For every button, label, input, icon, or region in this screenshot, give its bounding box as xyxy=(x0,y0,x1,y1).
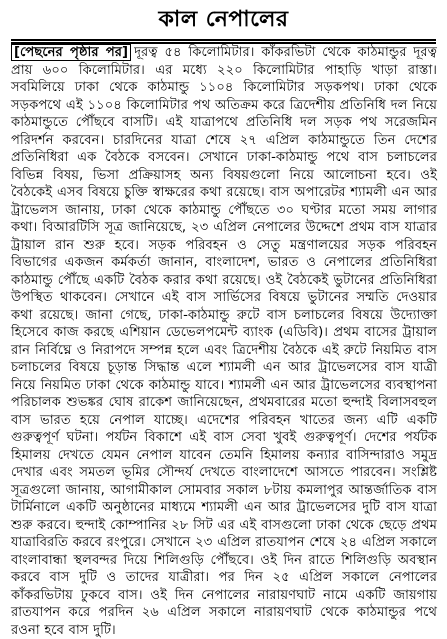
headline-rule-top xyxy=(11,39,436,41)
continued-from-label: [পেছনের পৃষ্ঠার পর] xyxy=(11,44,131,61)
article-text: দূরত্ব ৫৪ কিলোমিটার। কাঁকরভিটা থেকে কাঠমান্ডুর দূরত্ব প্রায় ৬০০ কিলোমিটার। এর মধ্যে ২২০ কিলোমিটার পাহাড়ি খাড়া রাস্তা। সবমিলিয়ে ঢাকা থেকে কাঠমান্ডু ১১০৪ কিলোমিটার সড়কপথ। ঢাকা থেকে সড়কপথে এই ১১০৪ কিলোমিটার পথ অতিক্রম করে ত্রিদেশীয় প্রতিনিধি দল নিয়ে কাঠমান্ডুতে পৌঁছবে বাসটি। এই যাত্রাপথে প্রতিনিধি দল সড়ক পথ সরেজমিন পরিদর্শন করবেন। চারদিনের যাত্রা শেষে ২৭ এপ্রিল কাঠমান্ডুতে তিন দেশের প্রতিনিধিরা এক বৈঠকে বসবেন। সেখানে ঢাকা-কাঠমান্ডু পথে বাস চলাচলের বিভিন্ন বিষয়, ভিসা প্রক্রিয়াসহ অন্য বিষয়গুলো নিয়ে আলোচনা হবে। ওই বৈঠকেই এসব বিষয়ে চুক্তি স্বাক্ষরের কথা রয়েছে। বাস অপারেটর শ্যামলী এন আর ট্রাভেলস জানায়, ঢাকা থেকে কাঠমান্ডু পৌঁছতে ৩০ ঘণ্টার মতো সময় লাগার কথা। বিআরটিসি সূত্র জানিয়েছে, ২৩ এপ্রিল নেপালের উদ্দেশে প্রথম বাস যাত্রার ট্রায়াল রান শুরু হবে। সড়ক পরিবহন ও সেতু মন্ত্রণালয়ের সড়ক পরিবহন বিভাগের একজন কর্মকর্তা জানান, বাংলাদেশ, ভারত ও নেপালের প্রতিনিধিরা কাঠমান্ডু পৌঁছে একটি বৈঠক করার কথা রয়েছে। ওই বৈঠকেই ভুটানের প্রতিনিধিরা উপস্থিত থাকবেন। সেখানে এই বাস সার্ভিসের বিষয়ে ভুটানের সম্মতি দেওয়ার কথা রয়েছে। জানা গেছে, ঢাকা-কাঠমান্ডু রুটে বাস চলাচলের বিষয়ে উদ্যোক্তা হিসেবে কাজ করছে এশিয়ান ডেভেলপমেন্ট ব্যাংক (এডিবি)। প্রথম বাসের ট্রায়াল রান নির্বিঘ্নে ও নিরাপদে সম্পন্ন হলে এবং ত্রিদেশীয় বৈঠকে এই রুটে নিয়মিত বাস চলাচলের বিষয়ে চূড়ান্ত সিদ্ধান্ত এলে শ্যামলী এন আর ট্রাভেলসের বাস যাত্রী নিয়ে নিয়মিত ঢাকা থেকে কাঠমান্ডু যাবে। শ্যামলী এন আর ট্রাভেলসের ব্যবস্থাপনা পরিচালক শুভঙ্কর ঘোষ রাকেশ জানিয়েছেন, প্রথমবারের মতো হুন্দাই বিলাসবহুল বাস ভারত হয়ে নেপাল যাচ্ছে। এদেশের পরিবহন খাতের জন্য এটি একটি গুরুত্বপূর্ণ ঘটনা। পর্যটন বিকাশে এই বাস সেবা খুবই গুরুত্বপূর্ণ। দেশের পর্যটক হিমালয় দেখতে যেমন নেপাল যাবেন তেমনি হিমালয় কন্যার বাসিন্দারাও সমুদ্র দেখার এবং সমতল ভূমির সৌন্দর্য দেখতে বাংলাদেশে আসতে পারবেন। সংশ্লিষ্ট সূত্রগুলো জানায়, আগামীকাল সোমবার সকাল ৮টায় কমলাপুর আন্তর্জাতিক বাস টার্মিনালে একটি অনুষ্ঠানের মাধ্যমে শ্যামলী এন আর ট্রাভেলসের দুটি বাস যাত্রা শুরু করবে। হুন্দাই কোম্পানির ২৮ সিট এর এই বাসগুলো ঢাকা থেকে ছেড়ে প্রথম যাত্রাবিরতি করবে রংপুরে। সেখানে ২৩ এপ্রিল রাতযাপন শেষে ২৪ এপ্রিল সকালে বাংলাবান্ধা স্থলবন্দর দিয়ে শিলিগুড়ি পৌঁছবে। ওই দিন রাতে শিলিগুড়ি অবস্থান করবে বাস দুটি ও তাদের যাত্রীরা। পর দিন ২৫ এপ্রিল সকালে নেপালের কাঁকরভিটায় ঢুকবে বাস। ওই দিন নেপালের নারায়ণঘাট নামে একটি জায়গায় রাতযাপন করে পরদিন ২৬ এপ্রিল সকালে নারায়ণঘাট থেকে কাঠমান্ডুর পথে রওনা হবে বাস দুটি। xyxy=(11,45,437,638)
article-paragraph xyxy=(11,44,437,639)
headline: কাল নেপালের xyxy=(158,7,289,32)
headline-container xyxy=(0,0,447,40)
article-body xyxy=(11,44,437,638)
